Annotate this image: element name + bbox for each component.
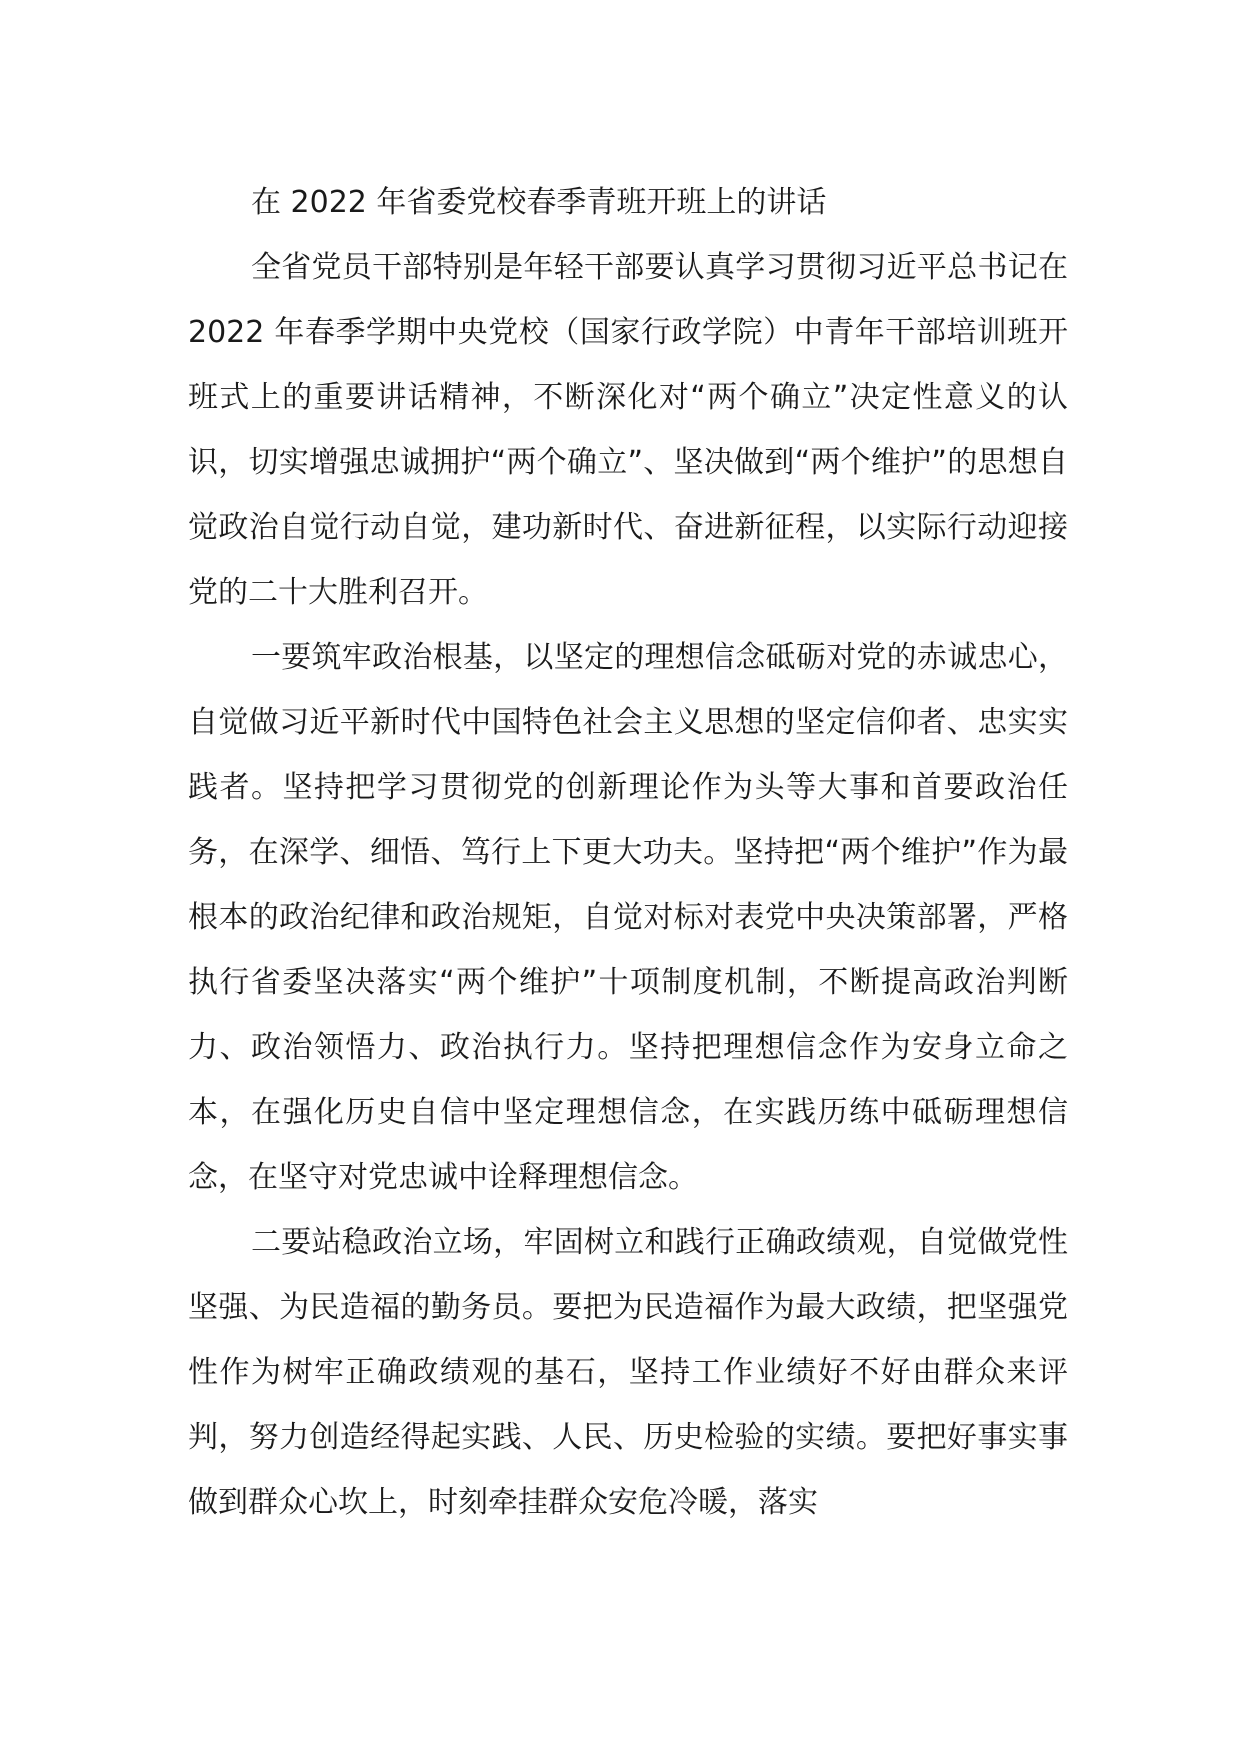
paragraph-intro: 全省党员干部特别是年轻干部要认真学习贯彻习近平总书记在 2022 年春季学期中央党校（国家行政学院）中青年干部培训班开班式上的重要讲话精神，不断深化对“两个确立”决定性意义的认识，切实增强忠诚拥护“两个确立”、坚决做到“两个维护”的思想自觉政治自觉行动自觉，建功新时代、奋进新征程，以实际行动迎接党的二十大胜利召开。 [188, 250, 1068, 610]
paragraph-political-foundation: 一要筑牢政治根基，以坚定的理想信念砥砺对党的赤诚忠心，自觉做习近平新时代中国特色社会主义思想的坚定信仰者、忠实实践者。坚持把学习贯彻党的创新理论作为头等大事和首要政治任务，在深学、细悟、笃行上下更大功夫。坚持把“两个维护”作为最根本的政治纪律和政治规矩，自觉对标对表党中央决策部署，严格执行省委坚决落实“两个维护”十项制度机制，不断提高政治判断力、政治领悟力、政治执行力。坚持把理想信念作为安身立命之本，在强化历史自信中坚定理想信念，在实践历练中砥砺理想信念，在坚守对党忠诚中诠释理想信念。 [188, 640, 1068, 1195]
paragraph-political-stance: 二要站稳政治立场，牢固树立和践行正确政绩观，自觉做党性坚强、为民造福的勤务员。要把为民造福作为最大政绩，把坚强党性作为树牢正确政绩观的基石，坚持工作业绩好不好由群众来评判，努力创造经得起实践、人民、历史检验的实绩。要把好事实事做到群众心坎上，时刻牵挂群众安危冷暖，落实 [188, 1225, 1068, 1520]
document-title: 在 2022 年省委党校春季青班开班上的讲话 [251, 185, 827, 220]
document-body [188, 170, 1068, 1535]
